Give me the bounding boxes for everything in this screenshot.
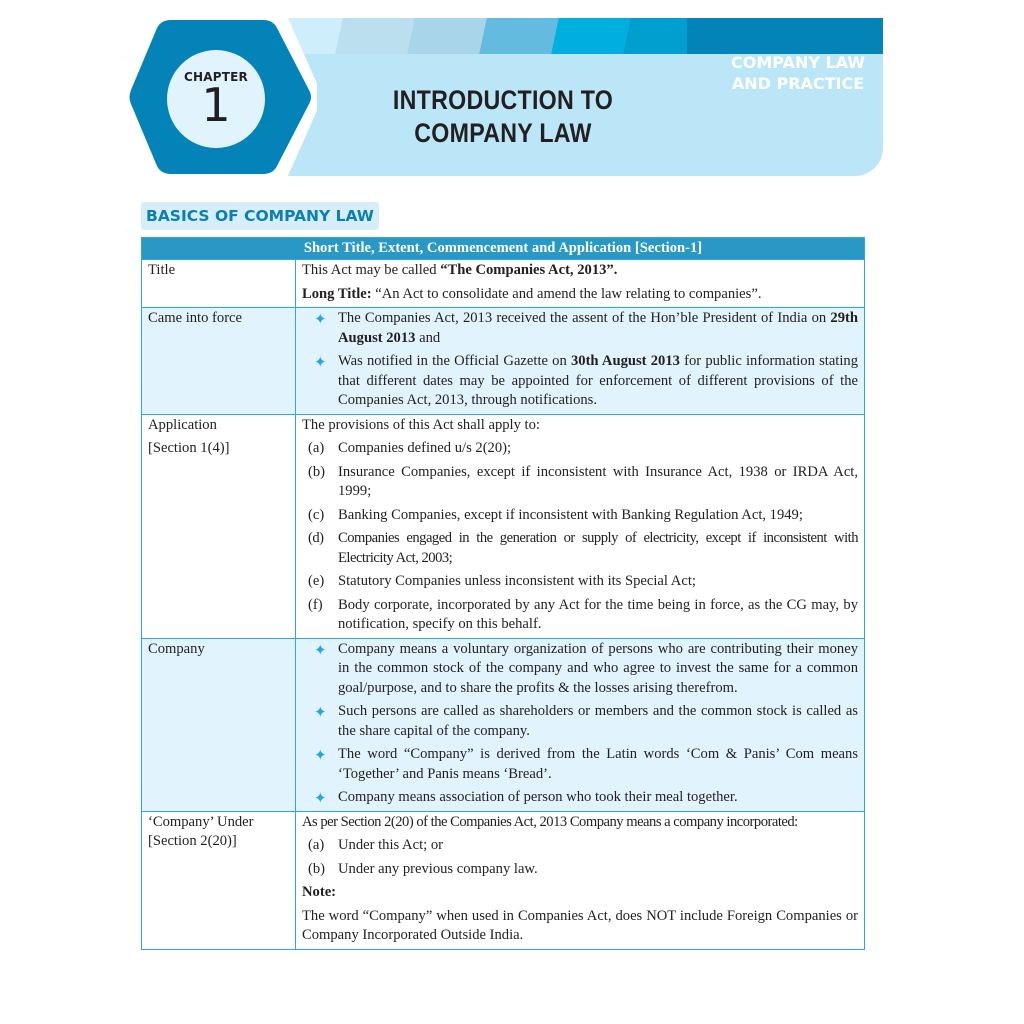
long-title <box>302 285 858 305</box>
long-title-text: “An Act to consolidate and amend the law relating to companies”. <box>371 285 762 302</box>
item-marker: (d) <box>308 530 324 546</box>
table-row-application <box>142 414 865 638</box>
item-text: Under this Act; or <box>338 837 443 853</box>
bullet-text: The Companies Act, 2013 received the assent of the Hon’ble President of India on <box>338 310 831 326</box>
note-text: The word “Company” when used in Companies Act, does NOT include Foreign Companies or Company Incorporated Outside India. <box>302 907 858 943</box>
table-row-title <box>142 260 865 308</box>
item-marker: (c) <box>308 506 325 523</box>
chapter-title-line1: INTRODUCTION TO <box>392 85 614 115</box>
item-marker: (a) <box>308 440 325 456</box>
row-content <box>296 638 865 811</box>
list-item <box>302 596 858 635</box>
row-content <box>296 811 865 949</box>
list-item <box>302 788 858 808</box>
list-item <box>302 506 858 526</box>
title-prefix: This Act may be called <box>302 262 441 278</box>
list-item <box>302 836 858 856</box>
star-bullet-icon: ✦ <box>314 703 327 721</box>
item-marker: (b) <box>308 463 326 480</box>
star-bullet-icon: ✦ <box>314 640 327 659</box>
table-row-company <box>142 638 865 811</box>
item-marker: (e) <box>308 573 325 589</box>
table-row-came-into-force <box>142 308 865 415</box>
banner-curve <box>647 54 727 112</box>
item-text: Companies defined u/s 2(20); <box>338 440 512 456</box>
notified-date: 30th August 2013 <box>570 353 680 369</box>
chapter-circle <box>167 50 265 148</box>
series-title-line2: AND PRACTICE <box>731 74 865 93</box>
application-intro: The provisions of this Act shall apply to: <box>302 416 540 433</box>
list-item <box>302 352 858 411</box>
item-marker: (f) <box>308 596 323 613</box>
series-title-line1: COMPANY LAW <box>731 53 865 72</box>
note-label-text: Note: <box>302 884 337 900</box>
note-label <box>302 883 858 903</box>
section-heading: BASICS OF COMPANY LAW <box>141 202 379 230</box>
list-item <box>302 702 858 741</box>
row-label: Company <box>142 638 296 811</box>
item-text: Banking Companies, except if inconsistent with Banking Regulation Act, 1949; <box>338 506 803 523</box>
row-content <box>296 414 865 638</box>
row-content <box>296 308 865 415</box>
list-item <box>302 572 858 592</box>
bullet-text: Was notified in the Official Gazette on <box>338 353 571 369</box>
row-label <box>142 811 296 949</box>
long-title-label: Long Title: <box>302 285 372 302</box>
star-bullet-icon: ✦ <box>314 789 327 807</box>
act-name: “The Companies Act, 2013”. <box>440 262 618 278</box>
chapter-banner <box>127 18 883 176</box>
list-item <box>302 463 858 502</box>
section-intro: As per Section 2(20) of the Companies Act, 2013 Company means a company incorporated: <box>302 813 798 830</box>
item-text: Insurance Companies, except if inconsistent with Insurance Act, 1938 or IRDA Act, 1999; <box>338 463 858 499</box>
bullet-text: for public information stating that different dates may be appointed for enforcement of different provisions of the Companies Act, 2013, through notifications. <box>338 353 859 408</box>
table-header: Short Title, Extent, Commencement and Application [Section-1] <box>142 238 865 260</box>
star-bullet-icon: ✦ <box>314 746 327 764</box>
row-label-line1: ‘Company’ Under <box>148 813 254 830</box>
bullet-text: Company means association of person who took their meal together. <box>338 789 738 805</box>
item-marker: (b) <box>308 860 326 877</box>
list-item <box>302 529 858 568</box>
chapter-number: 1 <box>201 78 231 132</box>
bullet-text: The word “Company” is derived from the Latin words ‘Com & Panis’ Com means ‘Together’ and Panis means ‘Bread’. <box>338 746 858 782</box>
assent-date: 29th August 2013 <box>338 310 858 346</box>
list-item <box>302 309 858 348</box>
item-text: Under any previous company law. <box>338 860 538 877</box>
series-title <box>731 52 865 94</box>
chapter-title-line2: COMPANY LAW <box>414 118 592 148</box>
row-label: Came into force <box>142 308 296 415</box>
row-content <box>296 260 865 308</box>
basics-table <box>141 237 865 950</box>
chapter-label: CHAPTER <box>184 70 248 84</box>
list-item <box>302 439 858 459</box>
row-label-line1: Application <box>148 416 217 433</box>
row-label <box>142 414 296 638</box>
bullet-text: and <box>415 329 441 346</box>
item-text: Statutory Companies unless inconsistent with its Special Act; <box>338 573 696 589</box>
list-item <box>302 640 858 699</box>
bullet-text: Company means a voluntary organization of persons who are contributing their money in the common stock of the company and who agree to invest the same for a common goal/purpose, and to share the profits & the losses arising therefrom. <box>338 640 858 696</box>
list-item <box>302 745 858 784</box>
row-label-line2: [Section 1(4)] <box>148 440 230 456</box>
item-text: Body corporate, incorporated by any Act for the time being in force, as the CG may, by notification, specify on this behalf. <box>338 596 858 632</box>
row-label: Title <box>142 260 296 308</box>
chapter-title <box>386 84 620 150</box>
star-bullet-icon: ✦ <box>314 353 327 371</box>
item-text: Companies engaged in the generation or supply of electricity, except if inconsistent with Electricity Act, 2003; <box>338 530 858 566</box>
list-item <box>302 860 858 880</box>
row-label-line2: [Section 2(20)] <box>148 833 237 849</box>
table-row-company-section-2-20 <box>142 811 865 949</box>
title-text <box>302 261 858 281</box>
star-bullet-icon: ✦ <box>314 310 327 328</box>
chapter-badge <box>127 18 317 176</box>
item-marker: (a) <box>308 837 325 853</box>
bullet-text: Such persons are called as shareholders or members and the common stock is called as the share capital of the company. <box>338 703 858 739</box>
